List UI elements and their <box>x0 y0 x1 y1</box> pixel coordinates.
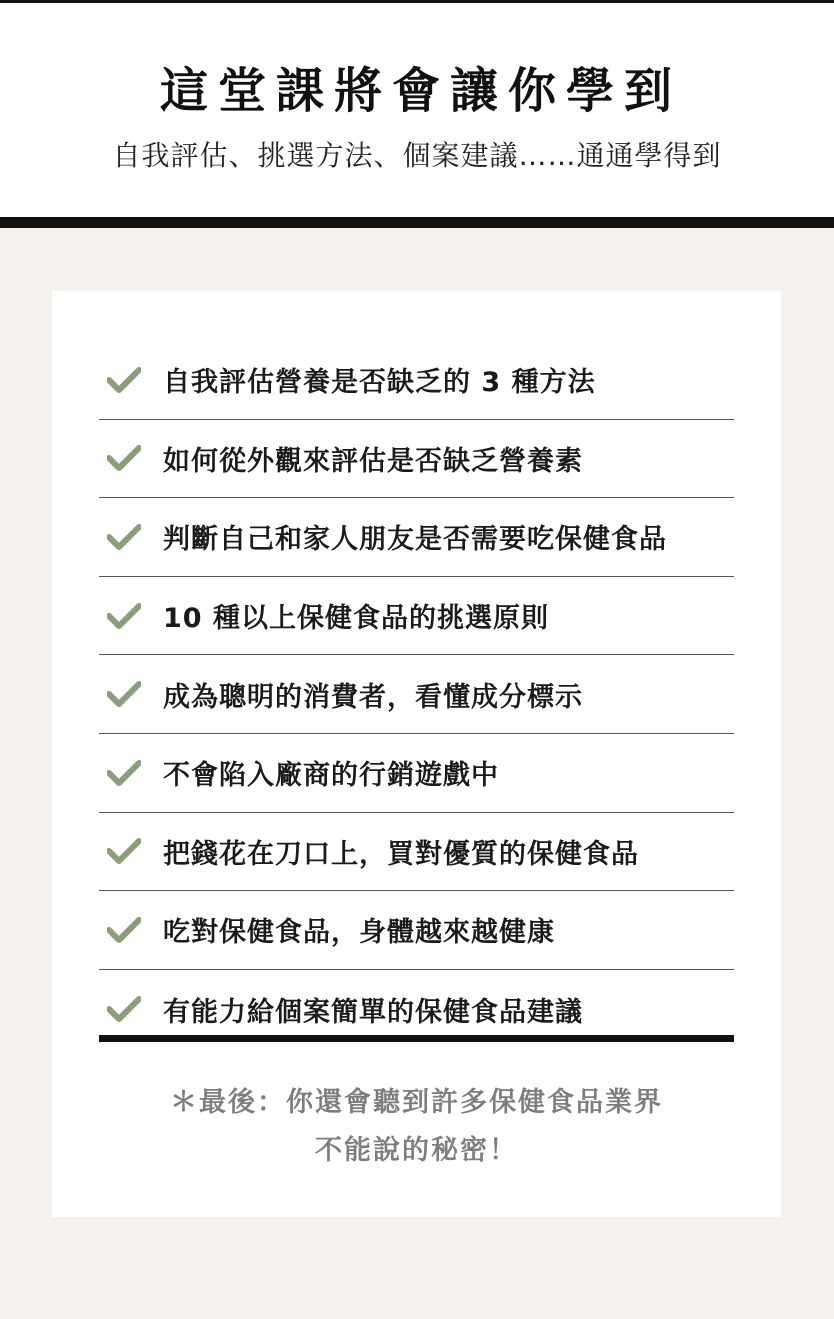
check-icon <box>107 995 141 1023</box>
list-item <box>99 498 734 577</box>
check-icon <box>107 366 141 394</box>
list-end-divider <box>99 1035 734 1042</box>
benefits-list <box>99 341 734 1048</box>
check-icon <box>107 837 141 865</box>
list-item-label: 把錢花在刀口上，買對優質的保健食品 <box>163 838 639 870</box>
check-icon <box>107 523 141 551</box>
closing-note-line-2: 不能說的秘密！ <box>315 1135 518 1166</box>
list-item <box>99 341 734 420</box>
list-item-label: 判斷自己和家人朋友是否需要吃保健食品 <box>163 524 667 556</box>
check-icon <box>107 916 141 944</box>
closing-note <box>52 1079 781 1175</box>
header-section <box>0 3 834 217</box>
page-subtitle: 自我評估、挑選方法、個案建議……通通學得到 <box>112 139 722 172</box>
list-item-label: 成為聰明的消費者，看懂成分標示 <box>163 681 583 713</box>
list-item <box>99 734 734 813</box>
check-icon <box>107 602 141 630</box>
list-item <box>99 655 734 734</box>
page-title: 這堂課將會讓你學到 <box>159 63 682 119</box>
closing-note-line-1: ＊最後：你還會聽到許多保健食品業界 <box>170 1087 663 1118</box>
check-icon <box>107 680 141 708</box>
list-item-label: 不會陷入廠商的行銷遊戲中 <box>163 760 499 792</box>
list-item-label: 有能力給個案簡單的保健食品建議 <box>163 996 583 1028</box>
list-item-label: 如何從外觀來評估是否缺乏營養素 <box>163 445 583 477</box>
header-divider <box>0 217 834 228</box>
check-icon <box>107 444 141 472</box>
check-icon <box>107 759 141 787</box>
list-item <box>99 420 734 499</box>
list-item <box>99 891 734 970</box>
list-item <box>99 577 734 656</box>
benefits-card <box>52 291 781 1217</box>
list-item-label: 10 種以上保健食品的挑選原則 <box>163 603 549 635</box>
list-item-label: 自我評估營養是否缺乏的 3 種方法 <box>163 367 596 399</box>
list-item <box>99 813 734 892</box>
list-item-label: 吃對保健食品，身體越來越健康 <box>163 917 555 949</box>
